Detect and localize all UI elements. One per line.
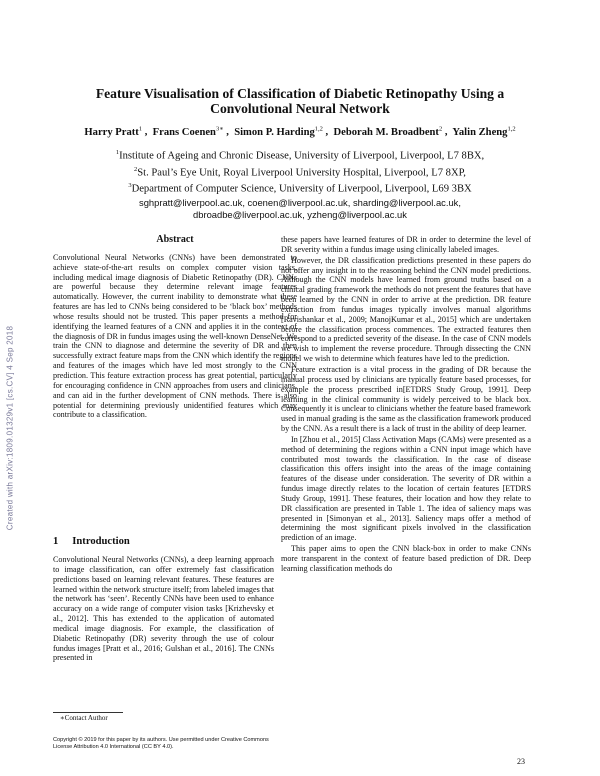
right-column xyxy=(281,235,531,575)
author-name: Simon P. Harding$^{1,2}$ xyxy=(234,125,323,138)
section-heading-introduction xyxy=(53,536,144,547)
body-paragraph: In [Zhou et al., 2015] Class Activation Maps (CAMs) were presented as a method of determining the regions within a CNN input image which have contributed most towards the classification. In the case of disease classification this offers insight into the areas of the image containing features of the disease under consideration. The severity of DR within a fundus image directly relates to the location of certain features [ETDRS Study Group, 1991]. These features, their location and how they relate to DR classification are presented in Table 1. The idea of saliency maps was presented in [Simonyan et al., 2013]. Saliency maps offer a method of determining the most significant pixels involved in the classification prediction of an image. xyxy=(281,434,531,543)
abstract-text: Convolutional Neural Networks (CNNs) have been demonstrated to achieve state-of-the-art results on complex computer vision tasks, including medical image diagnosis of Diabetic Retinopathy (DR). CNNs are powerful because they determine relevant image features automatically. However, the current inability to demonstrate what these features are has led to CNNs being considered to be ‘black box’ methods whose results should not be trusted. This paper presents a method for identifying the learned features of a CNN and applies it in the context of the diagnosis of DR in fundus images using the well-known DenseNet. We train the CNN to diagnose and determine the severity of DR and then successfully extract feature maps from the CNN which identify the regions and features of the images which have led most strongly to the CNN prediction. This feature extraction process has great potential, particularly for encouraging confidence in CNN approaches from users and clinicians, and can aid in the further development of CNN methods. There is also potential for determining previously unidentified features which may contribute to a classification. xyxy=(53,252,297,420)
affiliation-line: $^3$Department of Computer Science, University of Liverpool, Liverpool, L69 3BX xyxy=(128,182,472,195)
introduction-paragraph: Convolutional Neural Networks (CNNs), a deep learning approach to image classification, can offer extremely fast classification predictions based on learning relevant features. These features are learned within the network structure itself; from labeled images that the network has ‘seen’. Recently CNNs have been used to enhance accuracy on a wide range of computer vision tasks [Krizhevsky et al., 2012]. This has extended to the application of automated medical image diagnosis. For example, the classification of Diabetic Retinopathy (DR) severity through the use of colour fundus images [Pratt et al., 2016; Gulshan et al., 2016]. The CNNs presented in xyxy=(53,555,274,663)
author-name: Frans Coenen$^{3∗}$ xyxy=(152,125,224,138)
body-paragraph: This paper aims to open the CNN black-box in order to make CNNs more transparent in the context of feature based prediction of DR. Deep learning classification methods do xyxy=(281,544,531,573)
affiliation-line: $^2$St. Paul’s Eye Unit, Royal Liverpool University Hospital, Liverpool, L7 8XP, xyxy=(134,165,466,179)
email-line: dbroadbe@liverpool.ac.uk, yzheng@liverpool.ac.uk xyxy=(193,209,407,220)
body-paragraph: these papers have learned features of DR in order to determine the level of DR severity within a fundus image using clinically labeled images. xyxy=(281,235,531,254)
body-paragraph: Feature extraction is a vital process in the grading of DR because the manual process used by clinicians are typically feature based processes, for example the process prescribed in[ETDRS Study Group, 1991]. Deep learning in the clinical community is widely perceived to be black box. Consequently it is unclear to clinicians whether the feature based framework used in manual grading is the same as the classification framework produced by the CNN. As a result there is a lack of trust in the ability of deep learner. xyxy=(281,364,531,434)
paper-title: Feature Visualisation of Classification of Diabetic Retinopathy Using a Convolutional Neural Network xyxy=(95,86,505,116)
footnote-rule xyxy=(53,712,123,713)
abstract-heading: Abstract xyxy=(156,234,194,245)
section-number: 1 xyxy=(53,536,59,547)
body-paragraph: However, the DR classification predictions presented in these papers do not offer any insight in to the reasoning behind the CNN model predictions. Although the CNN models have learned from ground truths based on a clinical grading framework the methods do not present the features that have been learned by the CNN in order to arrive at the prediction. DR feature extraction from fundus images typically involves manual algorithms [Ravishankar et al., 2009; ManojKumar et al., 2015] which are undertaken before the classification process commences. The extracted features then correspond to a predicted severity of the disease. In the case of CNN models we wish to implement the reverse procedure. Through dissecting the CNN model we wish to determine which features have led to the prediction. xyxy=(281,255,531,364)
footnote-contact-author: ∗Contact Author xyxy=(60,714,108,722)
arxiv-stamp-text: Created with arXiv:1809.01329v1 [cs.CV] 4 Sep 2018 xyxy=(5,325,15,531)
arxiv-stamp xyxy=(4,278,16,578)
section-title: Introduction xyxy=(72,536,130,547)
author-list: Harry Pratt$^1$ , Frans Coenen$^{3∗}$ , Simon P. Harding$^{1,2}$ , Deborah M. Broadbent$^2$ , Yalin Zheng$^{1,2}$ xyxy=(84,125,516,138)
affiliation-line: $^1$Institute of Ageing and Chronic Disease, University of Liverpool, Liverpool, L7 8BX, xyxy=(115,149,485,162)
affiliation-block xyxy=(40,146,560,196)
author-name: Harry Pratt$^1$ xyxy=(84,125,143,138)
email-block xyxy=(40,197,560,221)
copyright-notice: Copyright © 2019 for this paper by its authors. Use permitted under Creative Commons License Attribution 4.0 International (CC BY 4.0). xyxy=(53,737,269,750)
page-number: 23 xyxy=(517,757,525,766)
author-name: Yalin Zheng$^{1,2}$ xyxy=(452,125,516,138)
left-column xyxy=(53,235,297,421)
author-name: Deborah M. Broadbent$^2$ xyxy=(333,125,443,138)
introduction-text-block xyxy=(53,555,274,664)
email-line: sghpratt@liverpool.ac.uk, coenen@liverpool.ac.uk, sharding@liverpool.ac.uk, xyxy=(139,197,461,208)
